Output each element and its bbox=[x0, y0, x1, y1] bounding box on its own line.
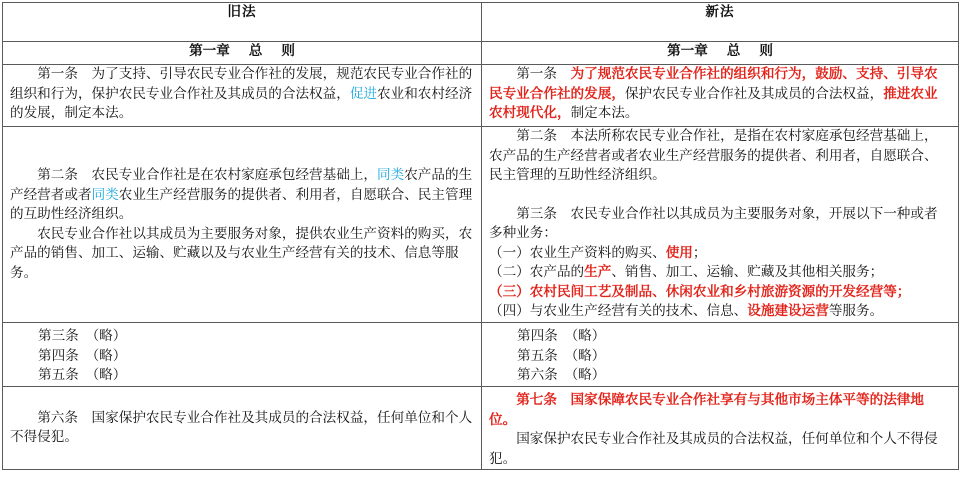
chapter-row bbox=[3, 42, 959, 65]
article-row-3 bbox=[3, 323, 959, 387]
highlight-term: 同类 bbox=[377, 167, 405, 183]
new-article-7: 第七条 国家保障农民专业合作社享有与其他市场主体平等的法律地位。 国家保护农民专业合作社及其成员的合法权益，任何单位和个人不得侵犯。 bbox=[482, 387, 959, 470]
article-row-1 bbox=[3, 65, 959, 127]
highlight-term: 促进 bbox=[349, 85, 378, 102]
old-article-2: 第二条 农民专业合作社是在农村家庭承包经营基础上，同类农产品的生产经营者或者同类农业生产经营服务的提供者、利用者，自愿联合、民主管理的互助性经济组织。 农民专业合作社以其成员为主要服务对象，提供农业生产资料的购买，农产品的销售、加工、运输、贮藏以及与农业生产经营有关的技术、信息等服务。 bbox=[3, 127, 482, 323]
new-article-1: 第一条 为了规范农民专业合作社的组织和行为，鼓励、支持、引导农民专业合作社的发展，保护农民专业合作社及其成员的合法权益，推进农业农村现代化，制定本法。 bbox=[482, 65, 959, 127]
new-chapter-title: 第一章 总 则 bbox=[482, 42, 959, 65]
article-row-4 bbox=[3, 387, 959, 470]
old-article-6: 第六条 国家保护农民专业合作社及其成员的合法权益，任何单位和个人不得侵犯。 bbox=[3, 387, 482, 470]
list-item: （三）农村民间工艺及制品、休闲农业和乡村旅游资源的开发经营等； bbox=[489, 283, 911, 300]
header-row bbox=[3, 3, 959, 42]
old-chapter-title: 第一章 总 则 bbox=[3, 42, 482, 65]
highlight-term: 同类 bbox=[91, 186, 119, 203]
old-articles-omitted: 第三条 （略） 第四条 （略） 第五条 （略） bbox=[3, 323, 482, 387]
changed-text: 为了规范农民专业合作社的组织和行为，鼓励、支持、引导农民专业合作社的发展， bbox=[489, 66, 938, 102]
list-item: （二）农产品的生产、销售、加工、运输、贮藏及其他相关服务； bbox=[489, 264, 884, 280]
comparison-table bbox=[2, 2, 959, 470]
changed-text: 第七条 国家保障农民专业合作社享有与其他市场主体平等的法律地位。 bbox=[489, 392, 924, 428]
article-row-2 bbox=[3, 127, 959, 323]
list-item: （四）与农业生产经营有关的技术、信息、设施建设运营等服务。 bbox=[489, 303, 884, 319]
new-law-header: 新法 bbox=[482, 3, 959, 42]
changed-text: 推进农业农村现代化， bbox=[489, 85, 938, 121]
new-articles-omitted: 第四条 （略） 第五条 （略） 第六条 （略） bbox=[482, 323, 959, 387]
list-item: （一）农业生产资料的购买、使用； bbox=[489, 244, 707, 261]
new-article-2-3: 第二条 本法所称农民专业合作社，是指在农村家庭承包经营基础上，农产品的生产经营者或者农业生产经营服务的提供者、利用者，自愿联合、民主管理的互助性经济组织。 第三条 农民专业合作社以其成员为主要服务对象，开展以下一种或者多种业务： （一）农业生产资料的购买、使用； （二）农产品的生产、销售、加工、运输、贮藏及其他相关服务； （三）农村民间工艺及制品、休闲农业和乡村旅游资源的开发经营等； （四）与农业生产经营有关的技术、信息、设施建设运营等服务。 bbox=[482, 127, 959, 323]
old-law-header: 旧法 bbox=[3, 3, 482, 42]
old-article-1: 第一条 为了支持、引导农民专业合作社的发展，规范农民专业合作社的组织和行为，保护农民专业合作社及其成员的合法权益，促进农业和农村经济的发展，制定本法。 bbox=[3, 65, 482, 127]
